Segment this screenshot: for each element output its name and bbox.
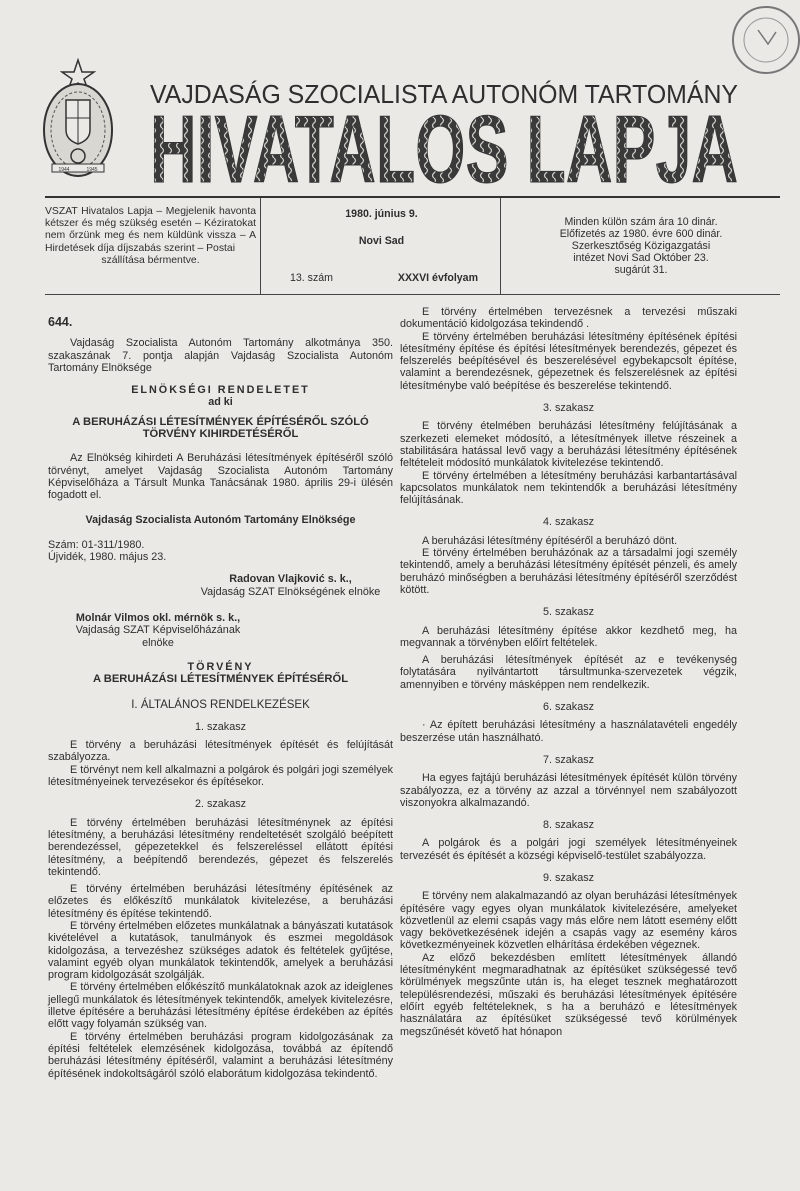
text-line: Vajdaság SZAT Képviselőházának [75, 624, 241, 637]
heading-line: ad ki [208, 396, 233, 409]
text-line: Molnár Vilmos okl. mérnök s. k., [75, 612, 241, 625]
signature-block [188, 573, 393, 598]
right-column [400, 306, 737, 1038]
issue-number: 13. szám [290, 272, 333, 284]
svg-text:HIVATALOS LAPJA: HIVATALOS LAPJA [150, 108, 738, 186]
section-heading: 8. szakasz [542, 819, 594, 832]
subscription-line: Szerkesztőség Közigazgatási [571, 240, 711, 252]
section-heading: 3. szakasz [542, 402, 594, 415]
svg-text:VAJDASÁG SZOCIALISTA AUTONÓM T: VAJDASÁG SZOCIALISTA AUTONÓM TARTOMÁNY [150, 79, 738, 108]
masthead-title [150, 108, 740, 186]
subscription-line: Előfizetés az 1980. évre 600 dinár. [559, 228, 723, 240]
section-heading: 5. szakasz [542, 606, 594, 619]
publication-notice-text: VSZAT Hivatalos Lapja – Megjelenik havonta kétszer és még szükség esetén – Kéziratokat nem őrzünk meg és nem küldünk vissza – A Hirdetések díja díjszabás szerint – Postai [45, 206, 256, 254]
section-heading: 2. szakasz [194, 798, 246, 811]
subscription-line: Minden külön szám ára 10 dinár. [564, 216, 718, 228]
paragraph: E törvény értelmében a létesítmény beruházási karbantartásával kapcsolatos munkálatok nem tekintendők a beruházási létesítmény felújításának. [400, 469, 737, 507]
subscription-line: intézet Novi Sad Október 23. [573, 252, 709, 264]
chapter-heading: I. ÁLTALÁNOS RENDELKEZÉSEK [131, 698, 310, 711]
paragraph: Ha egyes fajtájú beruházási létesítmények építését külön törvény szabályozza, ez a törvény az azzal a törvénnyel nem szabályozott viszonyokra alkalmazandó. [400, 772, 737, 809]
library-stamp [722, 0, 800, 82]
publication-notice [45, 198, 261, 294]
paragraph: A beruházási létesítmények építését az e tevékenység folytatására nyilvántartott társultmunka-szervezetek végzik, amennyiben e törvény másképpen nem rendelkezik. [400, 654, 737, 691]
paragraph: E törvényt nem kell alkalmazni a polgárok és polgári jogi személyek létesítményeinek tervezésekor és építésekor. [48, 763, 393, 789]
subscription-line: sugárút 31. [614, 264, 668, 276]
paragraph: E törvény értelmében tervezésnek a tervezési műszaki dokumentáció kidolgozása tekindendő . [400, 306, 737, 331]
text-line: Újvidék, 1980. május 23. [48, 551, 167, 564]
paragraph: E törvény értelmében beruházási létesítmény építésének építési létesítmény építése és építési létesítmények berendezés, gépezet és felszerelés beépítésével és beszerelésével egybekapcsolt építése, valamint a berendezésnek, gépezetnek és felszerelésnek az építési létesítménybe való beépítése és beszerelése tekintendő. [400, 330, 737, 392]
paragraph: E törvény értelmében beruházási program kidolgozásának za építési feltételek elemzésének kidolgozása, továbbá az építendő beruházási létesítmény építéséről, valamint a beruházási létesítmény építésének indokoltságáról szóló elaborátum kidolgozása tekindentő. [48, 1030, 393, 1080]
paragraph: Vajdaság Szocialista Autonóm Tartomány alkotmánya 350. szakaszának 7. pontja alapján Vajdaság Szocialista Autonóm Tartomány Elnöksége [48, 337, 393, 374]
issue-date: 1980. június 9. [345, 208, 418, 220]
law-heading: TÖRVÉNY [187, 660, 254, 673]
paragraph: Az előző bekezdésben említett létesítmények állandó létesítményként megmaradhatnak az építésüket szükségessé tevő körülmények megszűnte után is, ha eleget tesznek meghatározott településrendezési, műszaki és beruházási létesítmények építésére előírt egyéb feltételeknek, s ha a beruházó e létesítmények használatára az építésüket szükségessé tevő körülmények megszűnését követő hat hónapon [400, 951, 737, 1038]
left-column [48, 316, 393, 1080]
paragraph: E törvény értelmében előkészítő munkálatoknak azok az ideiglenes jellegű munkálatok és létesítmények tekintendők, amelyek kivitelezésre, illetve építésére a beruházási létesítmény építése érdekében az építés előtt vagy folyamán szükség van. [48, 981, 393, 1031]
paragraph: · Az épített beruházási létesítmény a használatavételi engedély beszerzése után használható. [400, 719, 737, 744]
section-heading: 6. szakasz [542, 701, 594, 714]
paragraph: A polgárok és a polgári jogi személyek létesítményeinek tervezését és építését a községi képviselő-testület szabályozza. [400, 837, 737, 862]
text-line: Vajdaság SZAT Elnökségének elnöke [200, 585, 381, 598]
paragraph: E törvény ételmében beruházási létesítmény felújításának a szerkezeti elemeket módosító, a létesítmények illetve részeinek a stabilitására hatással levő vagy a beruházási létesítmény építésének feltételeit módosító munkálatok kivitelezése tekintendő. [400, 420, 737, 470]
paragraph: A beruházási létesítmény építése akkor kezdhető meg, ha megvannak a törvényben előírt feltételek. [400, 624, 737, 649]
signature-block [48, 612, 268, 649]
paragraph: A beruházási létesítmény építéséről a beruházó dönt. [422, 534, 678, 547]
masthead-subtitle [150, 78, 740, 108]
section-heading: 1. szakasz [194, 720, 246, 733]
decree-heading: ELNÖKSÉGI RENDELETET [131, 384, 310, 397]
issue-city: Novi Sad [358, 235, 405, 247]
section-heading: 4. szakasz [542, 516, 594, 529]
text-line: Szám: 01-311/1980. [48, 538, 145, 551]
issue-details [263, 198, 501, 294]
paragraph: Az Elnökség kihirdeti A Beruházási létesítmények építéséről szóló törvényt, amelyet Vajdaság Szocialista Autonóm Tartomány Képviselőháza a Társult Munka Tanácsának 1980. április 29-i ülésén fogadott el. [48, 452, 393, 502]
emblem-year-1: 1944 [58, 167, 70, 173]
issue-info-box [45, 196, 780, 295]
paragraph: E törvény értelmében beruházási létesítménynek az építési létesítmény, a beruházási létesítmény rendeltetését szolgáló beépített berendezéssel, gépezetekkel és felszereléssel ellátott építési létesítmény, a beépítendő berendezés, gépezet és felszerelés tekintendő. [48, 816, 393, 878]
publication-notice-last: szállítása bérmentve. [101, 254, 200, 266]
section-heading: 9. szakasz [542, 871, 594, 884]
text-line: elnöke [142, 636, 174, 649]
law-title: A BERUHÁZÁSI LÉTESÍTMÉNYEK ÉPÍTÉSÉRŐL [92, 673, 349, 686]
paragraph: E törvény a beruházási létesítmények építését és felújítását szabályozza. [48, 739, 393, 764]
reference-info [48, 539, 393, 564]
text-line: Radovan Vlajković s. k., [229, 573, 352, 586]
subscription-info [502, 198, 780, 294]
decree-title: A BERUHÁZÁSI LÉTESÍTMÉNYEK ÉPÍTÉSÉRŐL SZÓLÓ TÖRVÉNY KIHIRDETÉSÉRŐL [72, 415, 369, 441]
issue-volume: XXXVI évfolyam [397, 272, 478, 284]
emblem-year-2: 1945 [86, 167, 98, 173]
paragraph: E törvény értelmében beruházási létesítmény építésének az előzetes és előkészítő munkálatok kivitelezése, a beruházási létesítmény és építése tekintendő. [48, 883, 393, 920]
section-heading: 7. szakasz [542, 753, 594, 766]
paragraph: E törvény értelmében előzetes munkálatnak a bányászati kutatások kivételével a kutatások, tanulmányok és eszmei megoldások kidolgozása, a tervezéshez szükséges adatok és feltételek gyűjtése, valamint egyéb olyan munkálatok tekintendők, amelyek a beruházási program kidolgozását szolgálják. [48, 919, 393, 982]
item-number: 644. [48, 315, 73, 329]
signatory-body: Vajdaság Szocialista Autonóm Tartomány Elnöksége [85, 513, 356, 526]
paragraph: E törvény értelmében beruházónak az a társadalmi jogi személy tekintendő, amely a beruházási létesítmény építését pénzeli, és amely beruházó minőségben a beruházási létesítmény építéséről szerződést kötött. [400, 547, 737, 596]
paragraph: E törvény nem alakalmazandó az olyan beruházási létesítmények építésére vagy egyes olyan munkálatok kivitelezésére, amelyeket közvetlenül az elemi csapás vagy más előre nem látott esemény előtt vagy bekövetkezésének idején a csapás vagy az esemény káros következményeinek közvetlen elhárítása érdekében végeznek. [400, 890, 737, 952]
coat-of-arms-emblem [40, 58, 116, 186]
